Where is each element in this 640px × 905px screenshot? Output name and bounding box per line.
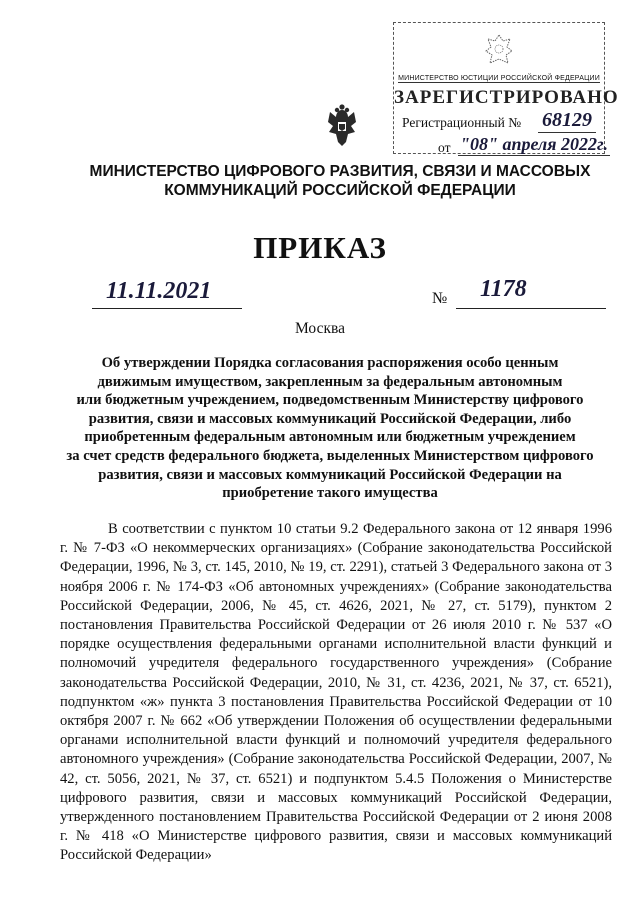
city: Москва bbox=[295, 320, 345, 337]
body-paragraph: В соответствии с пунктом 10 статьи 9.2 Федерального закона от 12 января 1996 г. № 7-ФЗ «О некоммерческих организациях» (Собрание законодательства Российской Федерации, 1996, № 3, ст. 145, 2010, № 19, ст. 2291), статьей 3 Федерального закона от 3 ноября 2006 г. № 174-ФЗ «Об автономных учреждениях» (Собрание законодательства Российской Федерации, 2006, № 45, ст. 4626, 2021, № 27, ст. 5179), пунктом 2 постановления Правительства Российской Федерации от 26 июля 2010 г. № 537 «О порядке осуществления федеральными органами исполнительной власти функций и полномочий учредителя федерального государственного учреждения» (Собрание законодательства Российской Федерации, 2010, № 31, ст. 4236, 2021, № 37, ст. 6521), подпунктом «ж» пункта 3 постановления Правительства Российской Федерации от 10 октября 2007 г. № 662 «Об утверждении Положения об осуществлении федеральными органами исполнительной власти функций и полномочий учредителя федерального автономного учреждения» (Собрание законодательства Российской Федерации, 2007, № 42, ст. 5056, 2021, № 37, ст. 6521) и подпунктом 5.4.5 Положения о Министерстве цифрового развития, связи и массовых коммуникаций Российской Федерации, утвержденного постановлением Правительства Российской Федерации от 2 июня 2008 г. № 418 «О Министерстве цифрового развития, связи и массовых коммуникаций Российской Федерации» bbox=[60, 521, 612, 864]
stamp-date-label: от bbox=[438, 140, 451, 155]
subject-line: или бюджетным учреждением, подведомственным Министерству цифрового bbox=[76, 392, 584, 409]
number-label: № bbox=[432, 290, 448, 307]
document-number: 1178 bbox=[480, 276, 527, 302]
stamp-reg-label: Регистрационный № bbox=[402, 115, 522, 130]
subject-line: развития, связи и массовых коммуникаций Российской Федерации, либо bbox=[88, 410, 572, 427]
stamp-reg-number: 68129 bbox=[538, 109, 596, 133]
subject-line: за счет средств федерального бюджета, выделенных Министерством цифрового bbox=[66, 447, 594, 464]
ministry-name bbox=[60, 162, 620, 200]
date-field bbox=[92, 278, 242, 309]
subject-line: приобретение такого имущества bbox=[222, 485, 438, 502]
ministry-line-2: КОММУНИКАЦИЙ РОССИЙСКОЙ ФЕДЕРАЦИИ bbox=[164, 182, 516, 199]
stamp-registered-text: ЗАРЕГИСТРИРОВАНО bbox=[394, 87, 619, 108]
subject-line: развития, связи и массовых коммуникаций Российской Федерации на bbox=[98, 466, 562, 483]
stamp-ministry-text: МИНИСТЕРСТВО ЮСТИЦИИ РОССИЙСКОЙ ФЕДЕРАЦИИ bbox=[398, 75, 600, 82]
registration-stamp bbox=[393, 22, 619, 155]
document-date: 11.11.2021 bbox=[106, 278, 212, 304]
stamp-date-value: "08" апреля 2022г. bbox=[460, 134, 608, 154]
coat-of-arms-icon bbox=[322, 104, 362, 150]
ministry-line-1: МИНИСТЕРСТВО ЦИФРОВОГО РАЗВИТИЯ, СВЯЗИ И МАССОВЫХ bbox=[89, 163, 591, 180]
subject-line: Об утверждении Порядка согласования распоряжения особо ценным bbox=[101, 355, 559, 371]
number-field bbox=[456, 278, 606, 309]
subject-line: приобретенным федеральным автономным или бюджетным учреждением bbox=[84, 429, 576, 446]
subject-line: движимым имуществом, закрепленным за федеральным автономным bbox=[97, 373, 563, 390]
document-type-title: ПРИКАЗ bbox=[253, 230, 387, 265]
eagle-emblem-icon bbox=[482, 31, 516, 71]
subject-heading bbox=[60, 354, 600, 503]
